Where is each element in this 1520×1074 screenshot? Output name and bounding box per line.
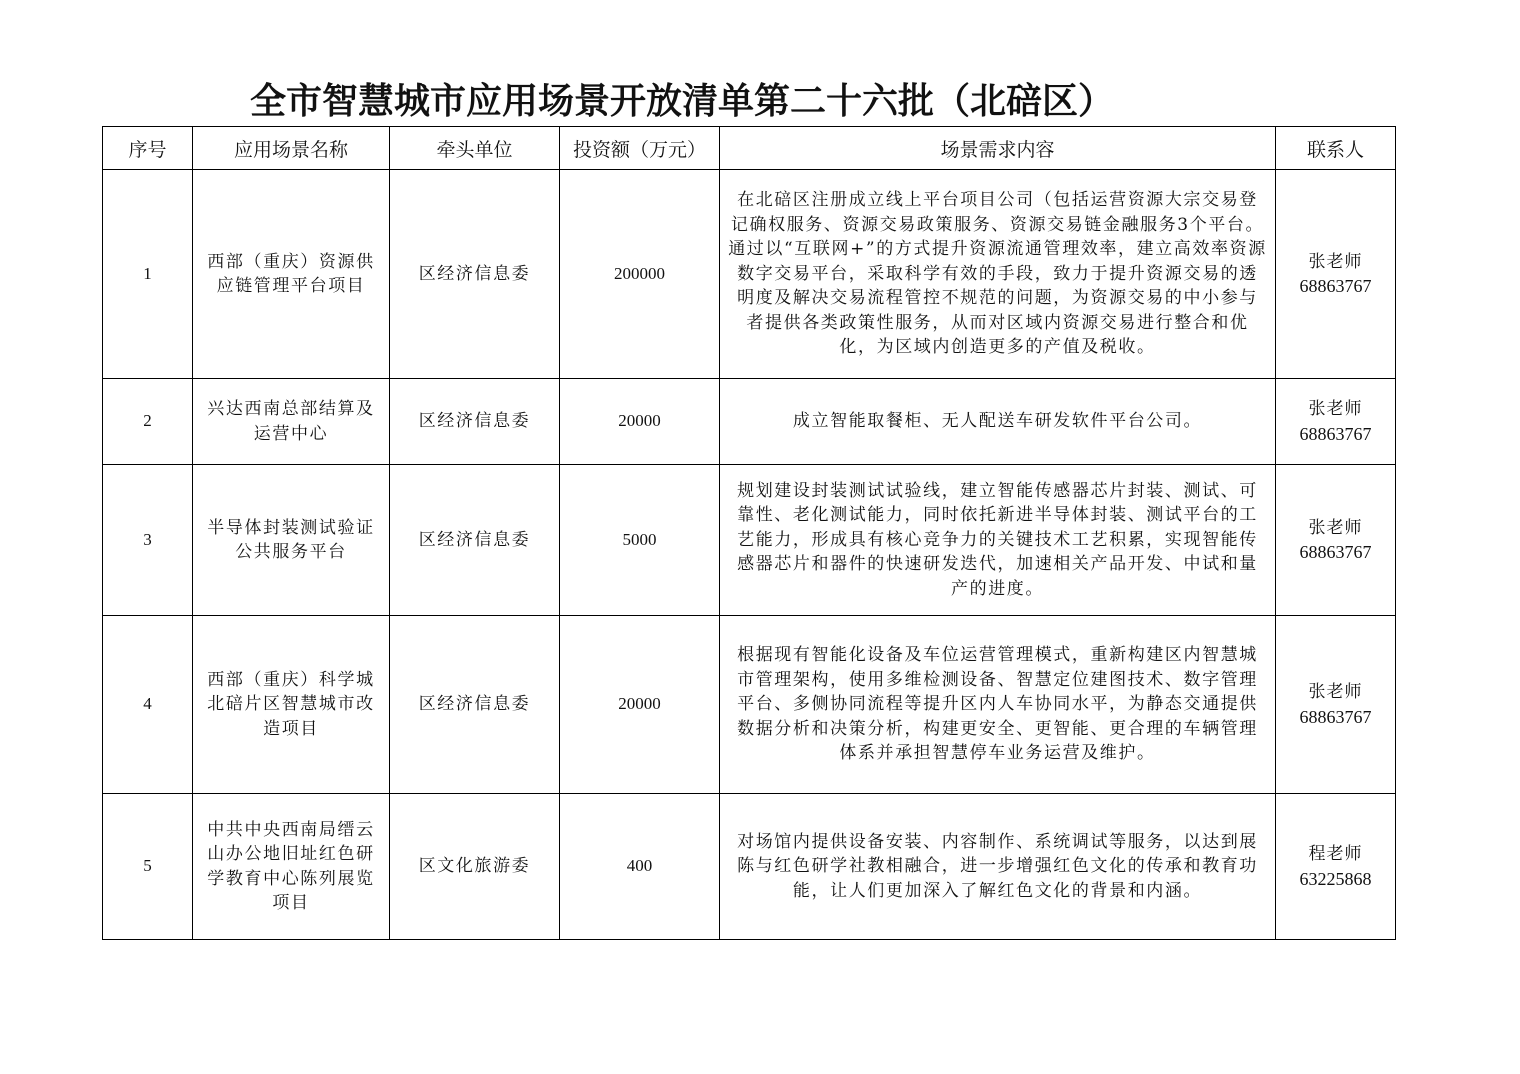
lead-unit: 区经济信息委 [390,465,560,616]
contact-phone: 68863767 [1299,276,1372,296]
row-no: 2 [103,379,193,465]
investment-amount: 20000 [560,616,720,794]
scene-name: 中共中央西南局缙云山办公地旧址红色研学教育中心陈列展览项目 [193,794,390,940]
page-title: 全市智慧城市应用场景开放清单第二十六批（北碚区） [250,80,1115,122]
contact-name: 张老师 [1308,399,1363,419]
scene-requirements: 规划建设封装测试试验线，建立智能传感器芯片封装、测试、可靠性、老化测试能力，同时依托新进半导体封装、测试平台的工艺能力，形成具有核心竞争力的关键技术工艺积累，实现智能传感器芯片和器件的快速研发迭代，加速相关产品开发、中试和量产的进度。 [720,465,1276,616]
scene-name: 西部（重庆）科学城北碚片区智慧城市改造项目 [193,616,390,794]
header-requirements: 场景需求内容 [720,127,1276,170]
contact-cell [1276,465,1396,616]
scene-name: 西部（重庆）资源供应链管理平台项目 [193,170,390,379]
table-row [103,465,1396,616]
investment-amount: 200000 [560,170,720,379]
table-row [103,616,1396,794]
scene-requirements: 在北碚区注册成立线上平台项目公司（包括运营资源大宗交易登记确权服务、资源交易政策服务、资源交易链金融服务3个平台。通过以“互联网+”的方式提升资源流通管理效率，建立高效率资源数字交易平台，采取科学有效的手段，致力于提升资源交易的透明度及解决交易流程管控不规范的问题，为资源交易的中小参与者提供各类政策性服务，从而对区域内资源交易进行整合和优化，为区域内创造更多的产值及税收。 [720,170,1276,379]
contact-phone: 68863767 [1299,706,1372,727]
contact-cell [1276,794,1396,940]
scene-requirements: 根据现有智能化设备及车位运营管理模式，重新构建区内智慧城市管理架构，使用多维检测设备、智慧定位建图技术、数字管理平台、多侧协同流程等提升区内人车协同水平，为静态交通提供数据分析和决策分析，构建更安全、更智能、更合理的车辆管理体系并承担智慧停车业务运营及维护。 [720,616,1276,794]
header-scene-name: 应用场景名称 [193,127,390,170]
contact-phone: 63225868 [1299,868,1372,889]
scene-name: 兴达西南总部结算及运营中心 [193,379,390,465]
contact-phone: 68863767 [1299,542,1372,562]
table-row [103,379,1396,465]
row-no: 4 [103,616,193,794]
row-no: 5 [103,794,193,940]
contact-name: 张老师 [1308,682,1363,702]
table-row [103,794,1396,940]
lead-unit: 区文化旅游委 [390,794,560,940]
contact-cell [1276,379,1396,465]
table-row [103,170,1396,379]
contact-cell [1276,170,1396,379]
investment-amount: 20000 [560,379,720,465]
row-no: 3 [103,465,193,616]
scene-list-table [102,126,1396,940]
lead-unit: 区经济信息委 [390,616,560,794]
header-lead-unit: 牵头单位 [390,127,560,170]
row-no: 1 [103,170,193,379]
table-header-row [103,127,1396,170]
contact-cell [1276,616,1396,794]
contact-phone: 68863767 [1299,423,1372,444]
header-investment: 投资额（万元） [560,127,720,170]
lead-unit: 区经济信息委 [390,379,560,465]
scene-requirements: 成立智能取餐柜、无人配送车研发软件平台公司。 [720,379,1276,465]
lead-unit: 区经济信息委 [390,170,560,379]
investment-amount: 5000 [560,465,720,616]
contact-name: 张老师 [1308,251,1363,272]
scene-requirements: 对场馆内提供设备安装、内容制作、系统调试等服务，以达到展陈与红色研学社教相融合，进一步增强红色文化的传承和教育功能，让人们更加深入了解红色文化的背景和内涵。 [720,794,1276,940]
header-contact: 联系人 [1276,127,1396,170]
contact-name: 张老师 [1308,517,1363,538]
contact-name: 程老师 [1308,844,1363,864]
header-no: 序号 [103,127,193,170]
scene-name: 半导体封装测试验证公共服务平台 [193,465,390,616]
investment-amount: 400 [560,794,720,940]
